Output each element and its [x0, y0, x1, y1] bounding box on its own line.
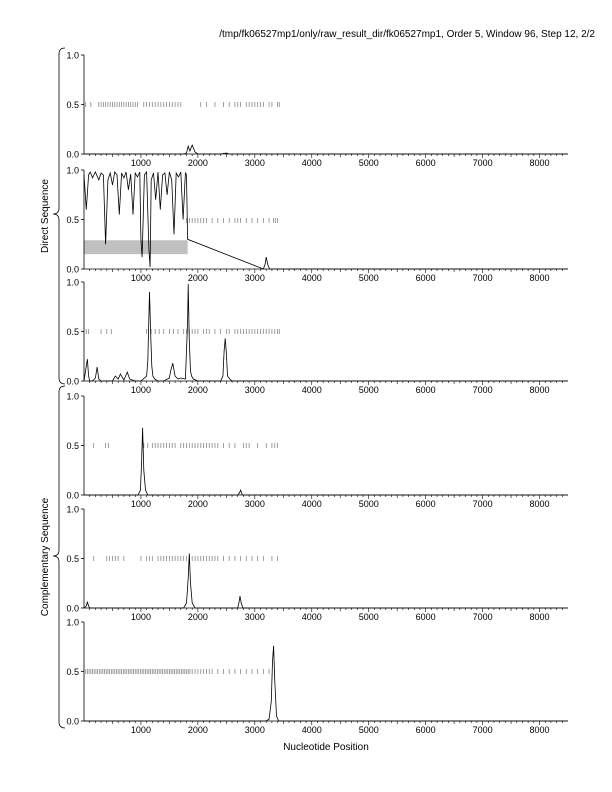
x-tick-label: 1000 — [130, 725, 151, 735]
x-tick-label: 7000 — [472, 499, 493, 509]
x-tick-label: 3000 — [244, 725, 265, 735]
x-tick-label: 8000 — [529, 725, 550, 735]
x-tick-label: 3000 — [244, 499, 265, 509]
x-tick-label: 7000 — [472, 273, 493, 283]
x-tick-label: 2000 — [187, 158, 208, 168]
x-tick-label: 8000 — [529, 499, 550, 509]
x-tick-label: 2000 — [187, 499, 208, 509]
x-tick-label: 5000 — [358, 385, 379, 395]
y-tick-label: 1.0 — [66, 50, 79, 61]
x-tick-label: 8000 — [529, 273, 550, 283]
x-tick-label: 2000 — [187, 273, 208, 283]
direct-group-label: Direct Sequence — [40, 179, 51, 253]
y-tick-label: 0.0 — [66, 716, 79, 727]
series-line-1 — [84, 145, 568, 154]
x-tick-label: 5000 — [358, 273, 379, 283]
x-tick-label: 8000 — [529, 612, 550, 622]
y-tick-label: 0.5 — [66, 441, 79, 451]
y-tick-label: 1.0 — [66, 391, 79, 402]
y-tick-label: 0.0 — [66, 490, 79, 501]
x-tick-label: 5000 — [358, 158, 379, 168]
y-tick-label: 1.0 — [66, 617, 79, 628]
y-tick-label: 1.0 — [66, 165, 79, 176]
highlight-band — [84, 240, 188, 254]
plot-panel-5 — [66, 505, 568, 623]
y-tick-label: 0.0 — [66, 603, 79, 614]
x-tick-label: 6000 — [415, 499, 436, 509]
y-tick-label: 0.5 — [66, 100, 79, 110]
series-line-1 — [84, 172, 568, 269]
series-line-1 — [84, 284, 568, 381]
plot-panel-6 — [66, 618, 568, 736]
x-tick-label: 5000 — [358, 725, 379, 735]
plot-panel-1 — [66, 51, 568, 169]
y-tick-label: 1.0 — [66, 504, 79, 515]
y-tick-label: 0.5 — [66, 667, 79, 677]
x-tick-label: 6000 — [415, 612, 436, 622]
x-tick-label: 4000 — [301, 612, 322, 622]
y-tick-label: 1.0 — [66, 277, 79, 288]
series-line-1 — [84, 554, 568, 609]
complementary-group-label: Complementary Sequence — [40, 497, 51, 617]
x-tick-label: 7000 — [472, 385, 493, 395]
x-tick-label: 7000 — [472, 158, 493, 168]
y-tick-label: 0.5 — [66, 327, 79, 337]
x-tick-label: 2000 — [187, 385, 208, 395]
plot-panel-4 — [66, 392, 568, 510]
y-tick-label: 0.5 — [66, 215, 79, 225]
series-line-1 — [84, 646, 568, 721]
plot-panel-2 — [66, 166, 568, 284]
x-tick-label: 4000 — [301, 273, 322, 283]
x-tick-label: 6000 — [415, 273, 436, 283]
complementary-group-brace — [53, 386, 65, 728]
x-tick-label: 7000 — [472, 612, 493, 622]
series-line-1 — [84, 428, 568, 495]
y-tick-label: 0.0 — [66, 376, 79, 387]
groups — [40, 48, 65, 728]
x-tick-label: 3000 — [244, 385, 265, 395]
y-tick-label: 0.5 — [66, 554, 79, 564]
x-tick-label: 4000 — [301, 725, 322, 735]
x-tick-label: 6000 — [415, 725, 436, 735]
x-tick-label: 6000 — [415, 158, 436, 168]
panels — [66, 51, 568, 736]
x-tick-label: 4000 — [301, 158, 322, 168]
x-tick-label: 3000 — [244, 158, 265, 168]
x-tick-label: 5000 — [358, 499, 379, 509]
x-tick-label: 4000 — [301, 385, 322, 395]
x-tick-label: 1000 — [130, 612, 151, 622]
x-tick-label: 5000 — [358, 612, 379, 622]
x-axis-label: Nucleotide Position — [283, 742, 369, 753]
x-tick-label: 4000 — [301, 499, 322, 509]
y-tick-label: 0.0 — [66, 149, 79, 160]
x-tick-label: 3000 — [244, 273, 265, 283]
x-tick-label: 2000 — [187, 612, 208, 622]
x-tick-label: 7000 — [472, 725, 493, 735]
x-tick-label: 8000 — [529, 385, 550, 395]
x-tick-label: 1000 — [130, 273, 151, 283]
x-tick-label: 6000 — [415, 385, 436, 395]
x-tick-label: 3000 — [244, 612, 265, 622]
x-tick-label: 1000 — [130, 499, 151, 509]
direct-group-brace — [53, 48, 65, 384]
x-tick-label: 8000 — [529, 158, 550, 168]
x-tick-label: 2000 — [187, 725, 208, 735]
plot-panel-3 — [66, 278, 568, 396]
x-tick-label: 1000 — [130, 158, 151, 168]
y-tick-label: 0.0 — [66, 264, 79, 275]
x-tick-label: 1000 — [130, 385, 151, 395]
figure-title: /tmp/fk06527mp1/only/raw_result_dir/fk06527mp1, Order 5, Window 96, Step 12, 2/2 — [219, 29, 595, 40]
